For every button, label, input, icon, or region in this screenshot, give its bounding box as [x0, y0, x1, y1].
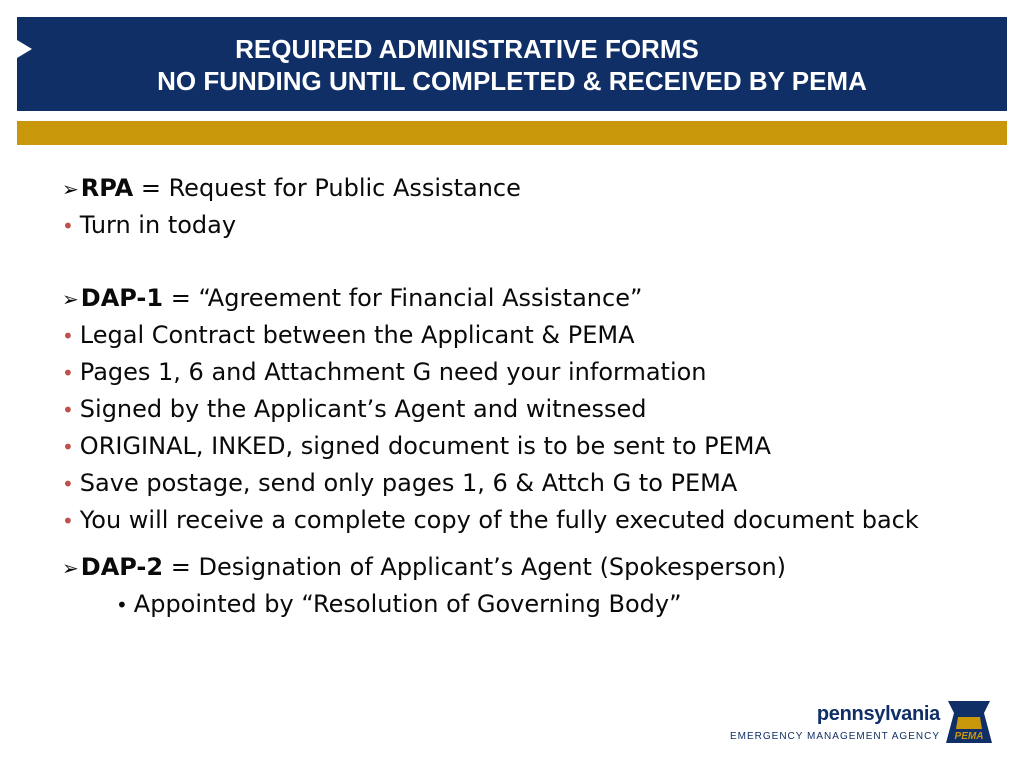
rpa-heading [62, 170, 962, 207]
dap2-term: DAP-2 [80, 553, 164, 581]
arrow-bullet-icon: ➢ [62, 287, 79, 311]
list-item [62, 465, 962, 502]
rpa-term: RPA [80, 174, 134, 202]
bullet-icon: • [62, 361, 74, 385]
list-item [62, 507, 962, 535]
bullet-text: Appointed by “Resolution of Governing Body” [133, 590, 682, 618]
logo-badge: PEMA [954, 731, 984, 742]
bullet-text: Pages 1, 6 and Attachment G need your information [79, 358, 707, 386]
rpa-definition: = Request for Public Assistance [133, 174, 521, 202]
list-item [62, 317, 962, 354]
title-line-1: REQUIRED ADMINISTRATIVE FORMS [235, 34, 699, 64]
dap2-definition: = Designation of Applicant’s Agent (Spokesperson) [163, 553, 787, 581]
bullet-icon: • [62, 435, 74, 459]
bullet-text: Save postage, send only pages 1, 6 & Attch G to PEMA [79, 469, 738, 497]
list-item [62, 391, 962, 428]
bullet-icon: • [62, 472, 74, 496]
keystone-icon [944, 699, 994, 749]
dap1-term: DAP-1 [80, 284, 164, 312]
bullet-icon: • [62, 214, 74, 238]
pema-logo [730, 697, 998, 752]
bullet-icon: • [62, 509, 74, 533]
bullet-text: Turn in today [79, 211, 237, 239]
dap1-definition: = “Agreement for Financial Assistance” [163, 284, 643, 312]
logo-agency: EMERGENCY MANAGEMENT AGENCY [730, 731, 940, 742]
dap1-heading [62, 280, 962, 317]
bullet-text: You will receive a complete copy of the fully executed document back [79, 506, 919, 534]
arrow-bullet-icon: ➢ [62, 177, 79, 201]
dap2-heading [62, 549, 962, 586]
title-line-2: NO FUNDING UNTIL COMPLETED & RECEIVED BY PEMA [157, 66, 867, 96]
logo-name: pennsylvania [816, 703, 940, 725]
bullet-text: Signed by the Applicant’s Agent and witnessed [79, 395, 647, 423]
bullet-icon: • [62, 324, 74, 348]
bullet-icon: • [62, 398, 74, 422]
gold-divider-bar [17, 121, 1007, 145]
list-item [62, 586, 962, 623]
arrow-bullet-icon: ➢ [62, 556, 79, 580]
title-banner [17, 17, 1007, 111]
slide-title [17, 33, 1007, 97]
slide-body [62, 170, 962, 623]
bullet-text: ORIGINAL, INKED, signed document is to be sent to PEMA [79, 432, 771, 460]
bullet-text: Legal Contract between the Applicant & PEMA [79, 321, 635, 349]
list-item [62, 428, 962, 465]
list-item [62, 207, 962, 244]
bullet-icon: • [116, 593, 128, 617]
list-item [62, 354, 962, 391]
